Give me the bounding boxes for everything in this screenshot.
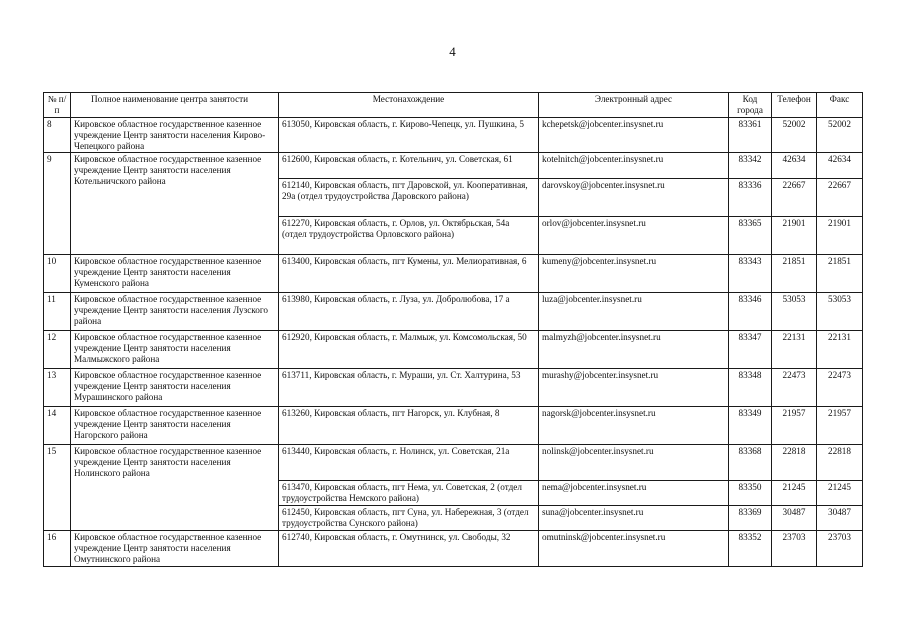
- row-name: Кировское областное государственное казенное учреждение Центр занятости населения Омутнинского района: [71, 531, 279, 567]
- row-name: Кировское областное государственное казенное учреждение Центр занятости населения Нагорского района: [71, 407, 279, 445]
- row-email: luza@jobcenter.insysnet.ru: [539, 293, 729, 331]
- table-row: [44, 445, 863, 481]
- row-num: 13: [44, 369, 71, 407]
- page-number: 4: [449, 44, 456, 59]
- row-num: 9: [44, 153, 71, 255]
- row-phone: 21851: [772, 255, 817, 293]
- row-phone: 53053: [772, 293, 817, 331]
- row-code: 83361: [729, 118, 772, 153]
- row-fax: 52002: [817, 118, 863, 153]
- table-row: [44, 293, 863, 331]
- header-email: Электронный адрес: [539, 93, 729, 118]
- row-code: 83365: [729, 217, 772, 255]
- row-phone: 21957: [772, 407, 817, 445]
- row-code: 83343: [729, 255, 772, 293]
- row-name: Кировское областное государственное казенное учреждение Центр занятости населения Котельничского района: [71, 153, 279, 255]
- row-phone: 22818: [772, 445, 817, 481]
- header-location: Местонахождение: [279, 93, 539, 118]
- row-location: 612740, Кировская область, г. Омутнинск, ул. Свободы, 32: [279, 531, 539, 567]
- row-name: Кировское областное государственное казенное учреждение Центр занятости населения Кирово-Чепецкого района: [71, 118, 279, 153]
- header-code: Код города: [729, 93, 772, 118]
- row-num: 11: [44, 293, 71, 331]
- row-email: kumeny@jobcenter.insysnet.ru: [539, 255, 729, 293]
- row-location: 612140, Кировская область, пгт Даровской, ул. Кооперативная, 29а (отдел трудоустройства Даровского района): [279, 179, 539, 217]
- row-num: 8: [44, 118, 71, 153]
- row-num: 15: [44, 445, 71, 531]
- row-num: 14: [44, 407, 71, 445]
- row-fax: 21851: [817, 255, 863, 293]
- row-location: 613050, Кировская область, г. Кирово-Чепецк, ул. Пушкина, 5: [279, 118, 539, 153]
- header-name: Полное наименование центра занятости: [71, 93, 279, 118]
- row-email: omutninsk@jobcenter.insysnet.ru: [539, 531, 729, 567]
- row-location: 613400, Кировская область, пгт Кумены, ул. Мелиоративная, 6: [279, 255, 539, 293]
- header-num: № п/п: [44, 93, 71, 118]
- table-row: [44, 407, 863, 445]
- row-fax: 22473: [817, 369, 863, 407]
- row-email: nagorsk@jobcenter.insysnet.ru: [539, 407, 729, 445]
- row-name: Кировское областное государственное казенное учреждение Центр занятости населения Нолинского района: [71, 445, 279, 531]
- row-fax: 21901: [817, 217, 863, 255]
- row-location: 612600, Кировская область, г. Котельнич, ул. Советская, 61: [279, 153, 539, 179]
- table-header-row: [44, 93, 863, 118]
- row-fax: 30487: [817, 506, 863, 531]
- row-num: 12: [44, 331, 71, 369]
- row-email: darovskoy@jobcenter.insysnet.ru: [539, 179, 729, 217]
- row-name: Кировское областное государственное казенное учреждение Центр занятости населения Куменского района: [71, 255, 279, 293]
- row-code: 83342: [729, 153, 772, 179]
- row-phone: 21245: [772, 481, 817, 506]
- row-email: suna@jobcenter.insysnet.ru: [539, 506, 729, 531]
- row-fax: 22131: [817, 331, 863, 369]
- row-fax: 53053: [817, 293, 863, 331]
- row-phone: 42634: [772, 153, 817, 179]
- row-location: 612450, Кировская область, пгт Суна, ул. Набережная, 3 (отдел трудоустройства Сунского района): [279, 506, 539, 531]
- row-location: 612270, Кировская область, г. Орлов, ул. Октябрьская, 54а (отдел трудоустройства Орловского района): [279, 217, 539, 255]
- row-location: 613980, Кировская область, г. Луза, ул. Добролюбова, 17 а: [279, 293, 539, 331]
- row-email: orlov@jobcenter.insysnet.ru: [539, 217, 729, 255]
- table-row: [44, 369, 863, 407]
- table-row: [44, 153, 863, 179]
- row-phone: 22131: [772, 331, 817, 369]
- row-email: murashy@jobcenter.insysnet.ru: [539, 369, 729, 407]
- row-fax: 42634: [817, 153, 863, 179]
- row-email: kotelnitch@jobcenter.insysnet.ru: [539, 153, 729, 179]
- row-location: 613711, Кировская область, г. Мураши, ул. Ст. Халтурина, 53: [279, 369, 539, 407]
- row-num: 16: [44, 531, 71, 567]
- row-code: 83368: [729, 445, 772, 481]
- row-phone: 52002: [772, 118, 817, 153]
- row-email: malmyzh@jobcenter.insysnet.ru: [539, 331, 729, 369]
- row-location: 613470, Кировская область, пгт Нема, ул. Советская, 2 (отдел трудоустройства Немского района): [279, 481, 539, 506]
- row-fax: 23703: [817, 531, 863, 567]
- row-name: Кировское областное государственное казенное учреждение Центр занятости населения Мурашинского района: [71, 369, 279, 407]
- row-email: nolinsk@jobcenter.insysnet.ru: [539, 445, 729, 481]
- row-code: 83352: [729, 531, 772, 567]
- row-code: 83348: [729, 369, 772, 407]
- row-email: kchepetsk@jobcenter.insysnet.ru: [539, 118, 729, 153]
- table-row: [44, 331, 863, 369]
- row-code: 83347: [729, 331, 772, 369]
- row-code: 83346: [729, 293, 772, 331]
- table-row: [44, 255, 863, 293]
- header-phone: Телефон: [772, 93, 817, 118]
- row-name: Кировское областное государственное казенное учреждение Центр занятости населения Лузского района: [71, 293, 279, 331]
- row-location: 612920, Кировская область, г. Малмыж, ул. Комсомольская, 50: [279, 331, 539, 369]
- row-name: Кировское областное государственное казенное учреждение Центр занятости населения Малмыжского района: [71, 331, 279, 369]
- row-phone: 30487: [772, 506, 817, 531]
- employment-centers-table: [43, 92, 863, 567]
- row-fax: 21957: [817, 407, 863, 445]
- row-fax: 21245: [817, 481, 863, 506]
- row-email: nema@jobcenter.insysnet.ru: [539, 481, 729, 506]
- row-code: 83369: [729, 506, 772, 531]
- row-location: 613260, Кировская область, пгт Нагорск, ул. Клубная, 8: [279, 407, 539, 445]
- row-phone: 23703: [772, 531, 817, 567]
- row-code: 83350: [729, 481, 772, 506]
- row-code: 83336: [729, 179, 772, 217]
- row-code: 83349: [729, 407, 772, 445]
- table-row: [44, 531, 863, 567]
- row-phone: 21901: [772, 217, 817, 255]
- row-num: 10: [44, 255, 71, 293]
- row-phone: 22667: [772, 179, 817, 217]
- row-fax: 22667: [817, 179, 863, 217]
- row-fax: 22818: [817, 445, 863, 481]
- row-phone: 22473: [772, 369, 817, 407]
- header-fax: Факс: [817, 93, 863, 118]
- row-location: 613440, Кировская область, г. Нолинск, ул. Советская, 21а: [279, 445, 539, 481]
- table-row: [44, 118, 863, 153]
